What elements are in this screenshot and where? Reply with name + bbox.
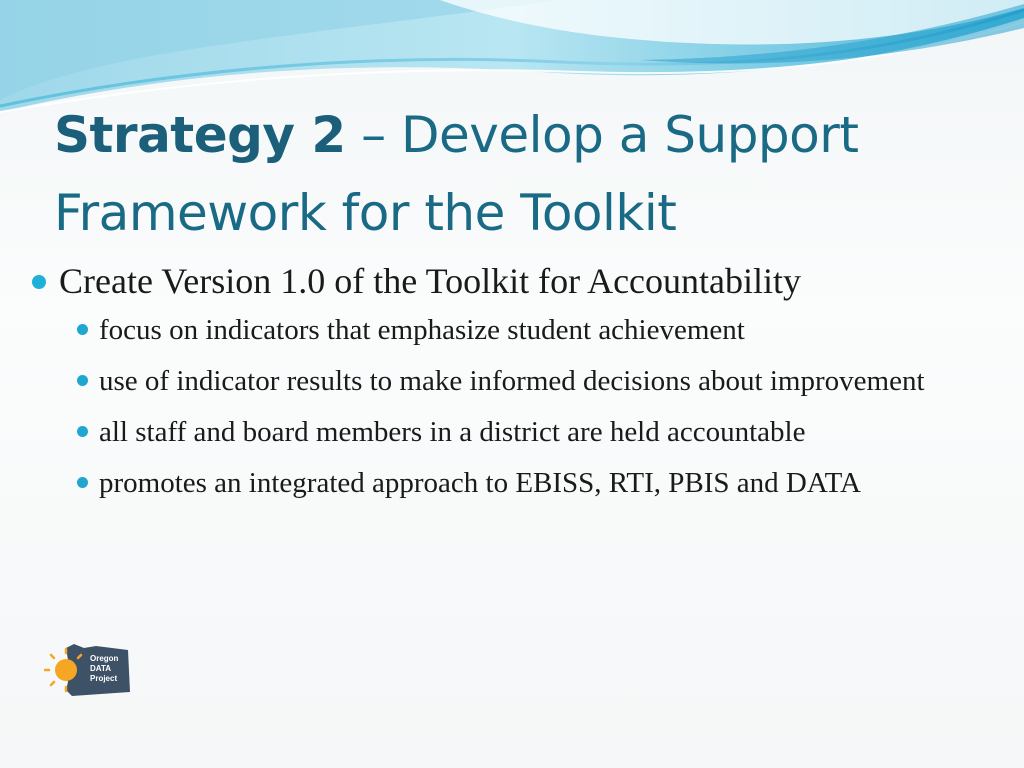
logo-line-data: DATA (90, 664, 112, 673)
title-rest: – Develop a Support Framework for the Toolkit (54, 106, 859, 242)
sub-bullet (30, 412, 1005, 452)
sub-bullet (30, 463, 1005, 503)
bullet-dot-icon (77, 477, 88, 488)
sub-bullet-text: focus on indicators that emphasize student achievement (99, 314, 745, 346)
oregon-data-project-logo (44, 642, 134, 700)
bullet-dot-icon (77, 324, 88, 335)
bullet-dot-icon (77, 426, 88, 437)
sub-bullet-text: use of indicator results to make informed decisions about improvement (99, 365, 925, 397)
slide-title (54, 96, 984, 252)
sub-bullet-text: promotes an integrated approach to EBISS, RTI, PBIS and DATA (99, 467, 861, 499)
sub-bullet-text: all staff and board members in a district are held accountable (99, 416, 806, 448)
bullet-content (30, 258, 1005, 514)
bullet-dot-icon (32, 275, 46, 289)
sub-bullet (30, 310, 1005, 350)
main-bullet (30, 258, 1005, 304)
sub-bullet-list (30, 310, 1005, 503)
sub-bullet (30, 361, 1005, 401)
bullet-dot-icon (77, 375, 88, 386)
logo-line-project: Project (90, 674, 118, 683)
title-strong: Strategy 2 (54, 106, 346, 164)
logo-line-oregon: Oregon (90, 654, 119, 663)
main-bullet-text: Create Version 1.0 of the Toolkit for Accountability (59, 261, 802, 301)
logo-text (90, 654, 132, 684)
